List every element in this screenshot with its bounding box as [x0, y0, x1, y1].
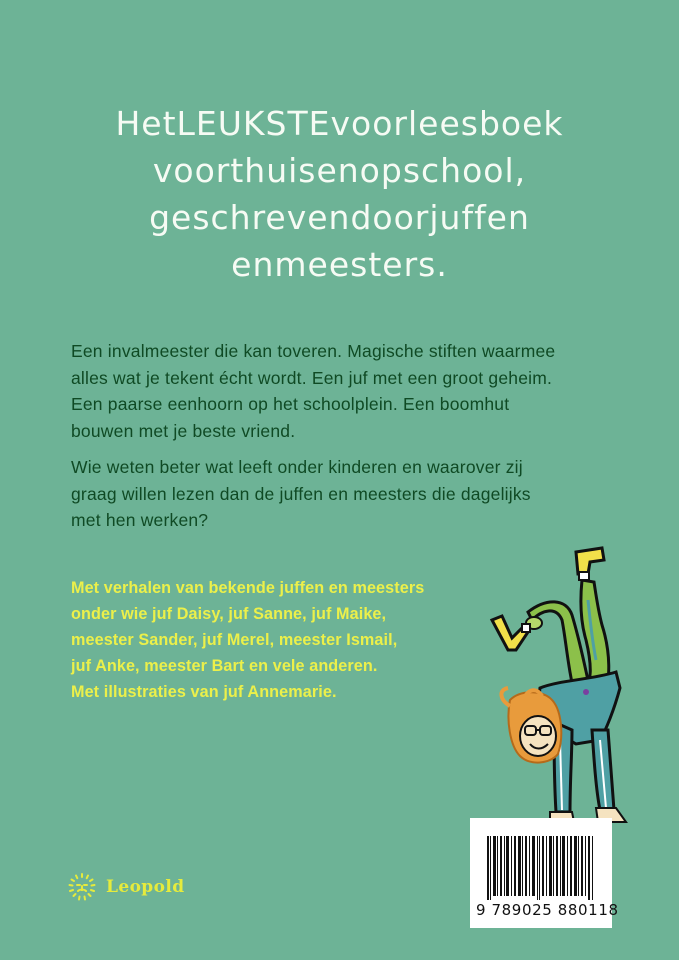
- headline-line: geschrevendoorjuffen: [149, 198, 530, 237]
- publisher-name: Leopold: [106, 877, 185, 897]
- authors-line: meester Sander, juf Merel, meester Ismail,: [71, 631, 398, 649]
- blurb-line: alles wat je tekent écht wordt. Een juf met een groot geheim.: [71, 367, 553, 388]
- headline-line: enmeesters.: [231, 245, 448, 284]
- barcode-bars: [487, 836, 595, 900]
- publisher-logo: [68, 873, 184, 901]
- blurb-line: Een invalmeester die kan toveren. Magische stiften waarmee: [71, 341, 556, 361]
- illustration-svg: [480, 540, 640, 840]
- blurb-line: Een paarse eenhoorn op het schoolplein. Een boomhut: [71, 394, 510, 414]
- authors-line: Met illustraties van juf Annemarie.: [71, 683, 337, 701]
- blurb-paragraph-1: [71, 338, 631, 444]
- headline-line: voorthuisenopschool,: [152, 151, 527, 190]
- blurb-line: met hen werken?: [71, 510, 209, 530]
- barcode: [470, 818, 619, 928]
- authors-credits: [71, 575, 471, 705]
- blurb-line: Wie weten beter wat leeft onder kinderen en waarover zij: [71, 457, 523, 477]
- lion-face-icon: [68, 873, 96, 901]
- authors-line: Met verhalen van bekende juffen en meesters: [71, 579, 425, 597]
- authors-line: onder wie juf Daisy, juf Sanne, juf Maike,: [71, 605, 387, 623]
- authors-line: juf Anke, meester Bart en vele anderen.: [71, 657, 378, 675]
- blurb-line: bouwen met je beste vriend.: [71, 420, 296, 441]
- isbn-number: 9 789025 880118: [476, 901, 619, 919]
- blurb-paragraph-2: [71, 454, 631, 534]
- handstand-girl-illustration: [480, 540, 640, 840]
- headline-line: HetLEUKSTEvoorleesboek: [115, 104, 564, 143]
- headline: [0, 100, 679, 288]
- blurb-line: graag willen lezen dan de juffen en meesters die dagelijks: [71, 483, 531, 504]
